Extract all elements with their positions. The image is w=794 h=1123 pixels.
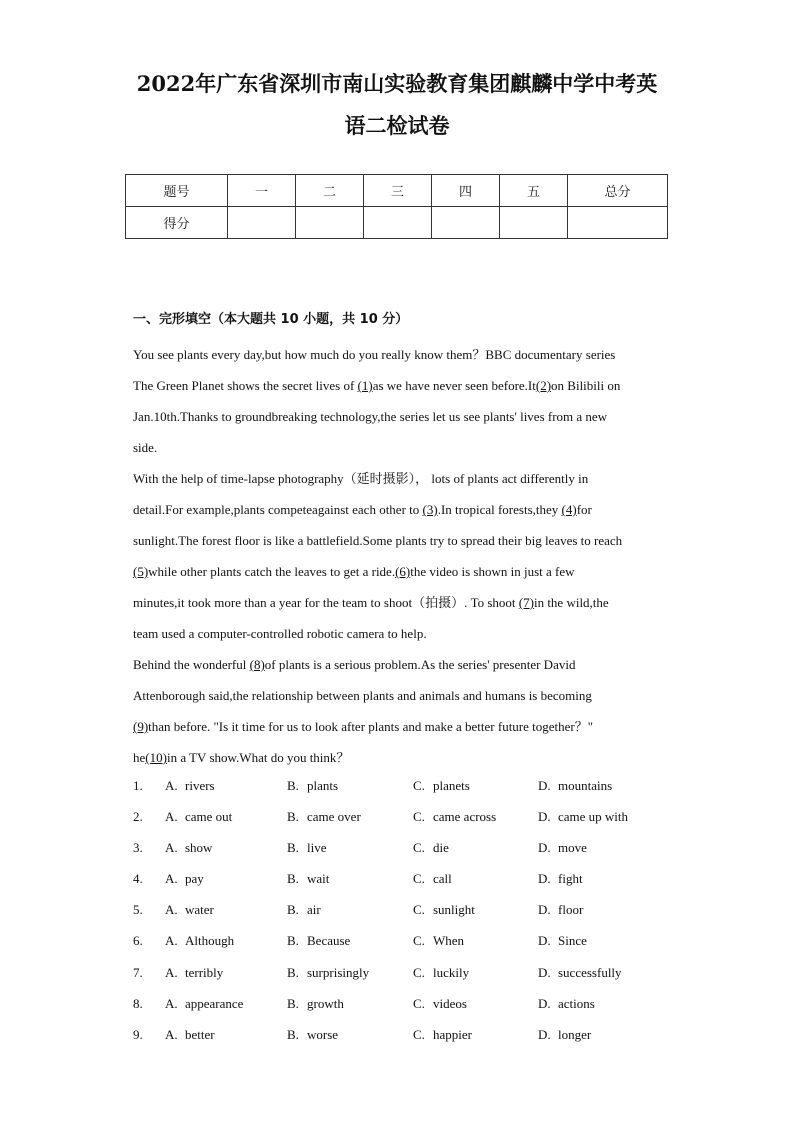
option-letter: A.: [165, 778, 178, 793]
option-text: die: [433, 840, 449, 856]
option-text: came up with: [558, 809, 629, 825]
passage-text: Attenborough said,the relationship between plants and animals and humans is becoming: [133, 688, 592, 703]
passage-text: detail.For example,plants competeagainst each other to: [133, 502, 423, 517]
blank-marker: (10): [145, 750, 167, 765]
option-text: came over: [307, 809, 361, 825]
passage-line: [133, 432, 673, 463]
option-a[interactable]: [165, 988, 243, 1019]
option-d[interactable]: [538, 957, 622, 988]
option-letter: A.: [165, 809, 178, 825]
option-letter: A.: [165, 964, 178, 980]
option-d[interactable]: [538, 801, 628, 832]
option-text: plants: [307, 778, 339, 793]
passage-text: on Bilibili on: [551, 378, 621, 393]
passage-line: [133, 494, 673, 525]
question-row: [133, 894, 673, 925]
option-a[interactable]: [165, 832, 212, 863]
option-text: actions: [558, 995, 595, 1011]
option-text: call: [433, 871, 452, 887]
option-a[interactable]: [165, 863, 204, 894]
passage-text: Behind the wonderful: [133, 657, 250, 672]
passage-text: in the wild,the: [533, 595, 609, 610]
option-b[interactable]: [287, 1019, 338, 1050]
option-letter: D.: [538, 871, 551, 887]
option-text: sunlight: [433, 902, 475, 918]
score-header-cell: 四: [432, 175, 500, 207]
option-c[interactable]: [413, 832, 449, 863]
option-d[interactable]: [538, 1019, 591, 1050]
blank-marker: (5): [133, 564, 149, 579]
question-options: [133, 770, 673, 1050]
blank-marker: (8): [249, 657, 265, 672]
option-a[interactable]: [165, 801, 232, 832]
option-letter: D.: [538, 902, 551, 918]
option-c[interactable]: [413, 988, 467, 1019]
option-letter: B.: [287, 933, 299, 949]
passage-text: while other plants catch the leaves to get a ride.: [148, 564, 396, 579]
question-number: 7.: [133, 964, 143, 980]
passage-text: Jan.10th.Thanks to groundbreaking technology,the series let us see plants' lives from a new: [133, 409, 608, 424]
passage-text: of plants is a serious problem.As the series' presenter David: [264, 657, 576, 672]
option-a[interactable]: [165, 957, 223, 988]
option-text: videos: [433, 995, 467, 1011]
question-row: [133, 1019, 673, 1050]
option-letter: B.: [287, 902, 299, 918]
passage-text: as we have never seen before.It: [372, 378, 536, 393]
option-d[interactable]: [538, 832, 587, 863]
page-title-line2: 语二检试卷: [344, 113, 450, 138]
option-b[interactable]: [287, 770, 338, 801]
option-d[interactable]: [538, 863, 583, 894]
option-a[interactable]: [165, 894, 214, 925]
option-c[interactable]: [413, 925, 464, 956]
option-letter: C.: [413, 902, 425, 918]
question-row: [133, 801, 673, 832]
passage-line: [133, 525, 673, 556]
score-cell[interactable]: [568, 207, 668, 239]
blank-marker: (9): [133, 719, 149, 734]
option-b[interactable]: [287, 957, 369, 988]
passage-text: for: [576, 502, 592, 517]
option-d[interactable]: [538, 988, 595, 1019]
option-letter: A.: [165, 995, 178, 1011]
option-text: happier: [433, 1026, 472, 1042]
score-cell[interactable]: [364, 207, 432, 239]
option-letter: C.: [413, 778, 425, 793]
option-letter: D.: [538, 809, 551, 825]
option-d[interactable]: [538, 894, 583, 925]
passage-text: The Green Planet shows the secret lives of: [133, 378, 358, 393]
score-header-cell: 总分: [568, 175, 668, 207]
passage-text: With the help of time-lapse photography（延时摄影）， lots of plants act differently in: [133, 471, 589, 486]
passage-line: [133, 680, 673, 711]
passage-text: .In tropical forests,they: [437, 502, 562, 517]
option-d[interactable]: [538, 770, 612, 801]
score-row-label: 得分: [126, 207, 228, 239]
blank-marker: (2): [535, 378, 552, 393]
score-cell[interactable]: [500, 207, 568, 239]
option-text: came out: [185, 809, 233, 825]
option-text: show: [185, 840, 213, 856]
option-text: planets: [433, 778, 470, 793]
option-letter: B.: [287, 809, 299, 825]
option-text: When: [433, 933, 465, 949]
passage-text: sunlight.The forest floor is like a battlefield.Some plants try to spread their big leaves to reach: [133, 533, 623, 548]
passage-text: than before. "Is it time for us to look after plants and make a better future together？": [148, 719, 594, 734]
question-row: [133, 832, 673, 863]
option-letter: C.: [413, 1026, 425, 1042]
option-c[interactable]: [413, 801, 496, 832]
option-text: Since: [558, 933, 587, 949]
passage-line: [133, 649, 673, 680]
passage-line: [133, 587, 673, 618]
option-letter: D.: [538, 840, 551, 856]
question-row: [133, 988, 673, 1019]
passage-line: [133, 463, 673, 494]
option-letter: C.: [413, 871, 425, 887]
question-row: [133, 863, 673, 894]
passage-text: You see plants every day,but how much do you really know them？BBC documentary series: [133, 347, 616, 362]
score-header-cell: 一: [228, 175, 296, 207]
option-text: Although: [185, 933, 235, 949]
option-b[interactable]: [287, 925, 350, 956]
option-text: Because: [307, 933, 351, 949]
option-a[interactable]: [165, 1019, 215, 1050]
option-letter: D.: [538, 933, 551, 949]
option-letter: D.: [538, 995, 551, 1011]
page-title: 2022年广东省深圳市南山实验教育集团麒麟中学中考英: [136, 71, 658, 96]
question-row: [133, 770, 673, 801]
passage-line: [133, 370, 673, 401]
question-number: 5.: [133, 902, 143, 918]
blank-marker: (4): [561, 502, 577, 517]
passage-line: [133, 618, 673, 649]
option-letter: A.: [165, 871, 178, 887]
passage-line: [133, 401, 673, 432]
option-b[interactable]: [287, 832, 327, 863]
option-text: successfully: [558, 964, 622, 980]
option-text: luckily: [433, 964, 470, 980]
question-number: 8.: [133, 995, 143, 1011]
option-a[interactable]: [165, 770, 215, 801]
option-text: worse: [307, 1026, 339, 1042]
option-letter: B.: [287, 840, 299, 856]
score-cell[interactable]: [296, 207, 364, 239]
option-text: air: [307, 902, 321, 918]
score-header-cell: 三: [364, 175, 432, 207]
passage-text: team used a computer-controlled robotic camera to help.: [133, 626, 427, 641]
blank-marker: (7): [518, 595, 534, 610]
blank-marker: (3): [422, 502, 438, 517]
option-text: growth: [307, 995, 344, 1011]
option-letter: D.: [538, 778, 551, 793]
cloze-passage: [133, 339, 673, 773]
option-text: wait: [307, 871, 330, 887]
score-cell[interactable]: [432, 207, 500, 239]
question-number: 2.: [133, 809, 143, 825]
option-letter: A.: [165, 902, 178, 918]
section-heading: 一、完形填空（本大题共 10 小题，共 10 分）: [133, 312, 409, 327]
option-b[interactable]: [287, 894, 321, 925]
score-header-cell: 二: [296, 175, 364, 207]
option-letter: A.: [165, 933, 178, 949]
option-letter: D.: [538, 964, 551, 980]
option-c[interactable]: [413, 863, 452, 894]
option-letter: B.: [287, 778, 299, 793]
option-letter: A.: [165, 1026, 178, 1042]
option-c[interactable]: [413, 770, 470, 801]
score-table: [125, 174, 668, 239]
score-cell[interactable]: [228, 207, 296, 239]
option-text: live: [307, 840, 327, 856]
option-letter: C.: [413, 809, 425, 825]
option-text: appearance: [185, 995, 244, 1011]
option-text: terribly: [185, 964, 224, 980]
option-letter: C.: [413, 964, 425, 980]
score-header-cell: 五: [500, 175, 568, 207]
question-number: 3.: [133, 840, 143, 856]
option-text: surprisingly: [307, 964, 370, 980]
passage-text: in a TV show.What do you think？: [166, 750, 350, 765]
option-b[interactable]: [287, 863, 329, 894]
option-letter: C.: [413, 840, 425, 856]
passage-line: [133, 556, 673, 587]
option-text: move: [558, 840, 587, 856]
option-text: mountains: [558, 778, 613, 793]
passage-text: the video is shown in just a few: [410, 564, 575, 579]
passage-text: side.: [133, 440, 158, 455]
score-header-cell: 题号: [126, 175, 228, 207]
option-letter: B.: [287, 1026, 299, 1042]
option-text: pay: [185, 871, 204, 887]
option-letter: B.: [287, 995, 299, 1011]
passage-line: [133, 742, 673, 773]
option-letter: C.: [413, 995, 425, 1011]
question-number: 9.: [133, 1026, 143, 1042]
option-letter: B.: [287, 871, 299, 887]
blank-marker: (1): [357, 378, 373, 393]
question-number: 6.: [133, 933, 143, 949]
option-text: floor: [558, 902, 584, 918]
option-b[interactable]: [287, 801, 361, 832]
option-text: fight: [558, 871, 583, 887]
option-text: came across: [433, 809, 497, 825]
option-letter: D.: [538, 1026, 551, 1042]
option-d[interactable]: [538, 925, 587, 956]
blank-marker: (6): [395, 564, 411, 579]
question-row: [133, 957, 673, 988]
question-row: [133, 925, 673, 956]
question-number: 1.: [133, 778, 143, 793]
option-text: rivers: [185, 778, 215, 793]
passage-line: [133, 711, 673, 742]
option-letter: B.: [287, 964, 299, 980]
option-letter: C.: [413, 933, 425, 949]
question-number: 4.: [133, 871, 143, 887]
option-text: water: [185, 902, 214, 918]
passage-text: he: [133, 750, 146, 765]
option-b[interactable]: [287, 988, 344, 1019]
option-text: longer: [558, 1026, 592, 1042]
option-letter: A.: [165, 840, 178, 856]
passage-text: minutes,it took more than a year for the team to shoot（拍摄）. To shoot: [133, 595, 519, 610]
option-c[interactable]: [413, 957, 469, 988]
option-c[interactable]: [413, 894, 475, 925]
score-table-score-row: [126, 207, 668, 239]
option-a[interactable]: [165, 925, 234, 956]
score-table-header-row: [126, 175, 668, 207]
option-c[interactable]: [413, 1019, 472, 1050]
option-text: better: [185, 1026, 215, 1042]
passage-line: [133, 339, 673, 370]
